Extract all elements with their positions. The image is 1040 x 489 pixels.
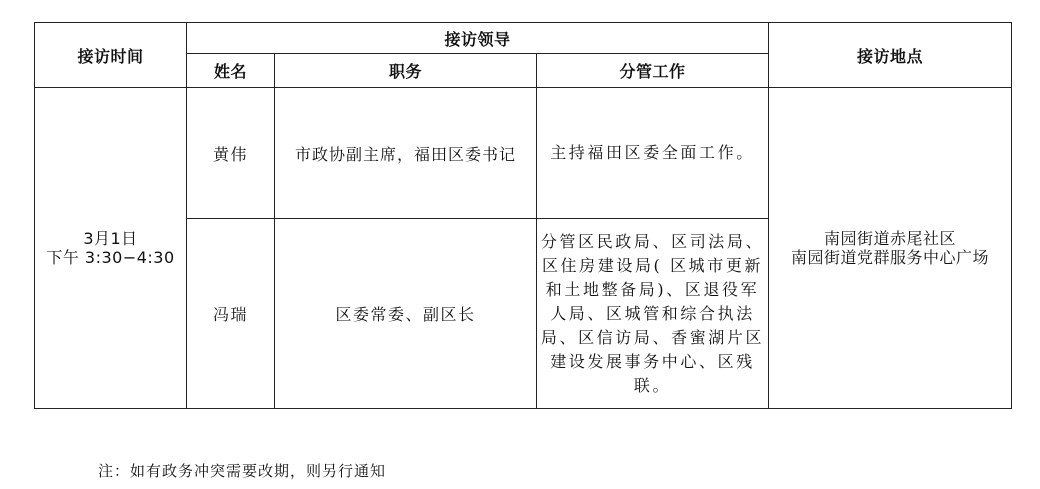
leader-name-cell: 冯瑞	[187, 219, 275, 409]
reception-date: 3月1日	[83, 229, 138, 248]
header-leader-group: 接访领导	[187, 23, 769, 54]
reception-hours: 下午 3:30−4:30	[46, 248, 175, 267]
leader-position-cell: 区委常委、副区长	[275, 219, 537, 409]
leader-position-cell: 市政协副主席，福田区委书记	[275, 88, 537, 219]
location-line-2: 南园街道党群服务中心广场	[791, 248, 990, 267]
header-name: 姓名	[187, 54, 275, 88]
table-row	[35, 88, 1012, 219]
leader-duty-cell: 分管区民政局、区司法局、区住房建设局( 区城市更新和土地整备局)、区退役军人局、区城管和综合执法局、区信访局、香蜜湖片区建设发展事务中心、区残联。	[537, 219, 769, 409]
location-line-1: 南园街道赤尾社区	[824, 229, 957, 248]
footnote: 注：如有政务冲突需要改期，则另行通知	[98, 462, 387, 480]
reception-location-cell	[769, 88, 1012, 409]
header-location: 接访地点	[769, 23, 1012, 88]
leader-name-cell: 黄伟	[187, 88, 275, 219]
reception-schedule-table	[34, 22, 1012, 409]
reception-time-cell	[35, 88, 187, 409]
header-time: 接访时间	[35, 23, 187, 88]
header-position: 职务	[275, 54, 537, 88]
header-row-top	[35, 23, 1012, 54]
header-duty: 分管工作	[537, 54, 769, 88]
leader-duty-cell: 主持福田区委全面工作。	[537, 88, 769, 219]
